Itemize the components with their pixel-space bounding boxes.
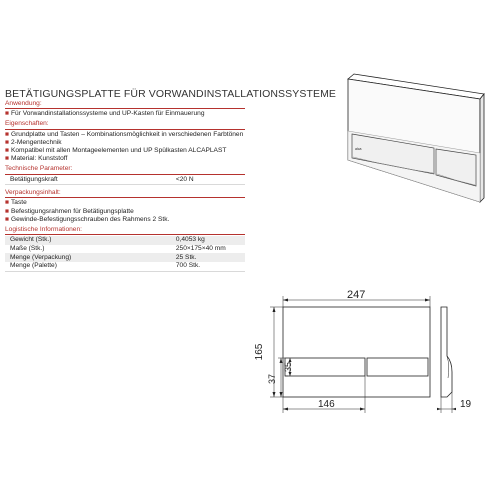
side-view-drawing (437, 307, 456, 413)
bullet-icon: ■ (5, 215, 9, 223)
bullet-icon: ■ (5, 130, 9, 138)
list-item: ■ Befestigungsrahmen für Betätigungsplatte (5, 207, 134, 215)
table-row: Menge (Palette) 700 Stk. (5, 262, 245, 272)
bullet-icon: ■ (5, 207, 9, 215)
list-item: ■ Grundplatte und Tasten – Kombinationsmöglichkeit in verschiedenen Farbtönen (5, 130, 244, 138)
bullet-icon: ■ (5, 147, 9, 155)
brand-logo-mark: alca (355, 147, 362, 151)
dimension-button-width-label: 146 (318, 399, 335, 410)
section-heading-anwendung: Anwendung: (5, 100, 42, 107)
section-heading-logistische-informationen: Logistische Informationen: (5, 226, 82, 234)
list-item: ■ Material: Kunststoff (5, 155, 68, 163)
section-heading-verpackungsinhalt: Verpackungsinhalt: (5, 189, 61, 197)
bullet-icon: ■ (5, 155, 9, 163)
product-perspective-illustration (348, 74, 484, 202)
table-row: Maße (Stk.) 250×175×40 mm (10, 245, 226, 253)
section-heading-eigenschaften: Eigenschaften: (5, 120, 49, 128)
dimension-button-offset-label: 37 (267, 373, 277, 385)
dimension-depth-label: 19 (460, 399, 472, 410)
list-item: ■ 2-Mengentechnik (5, 138, 62, 146)
section-heading-technische-parameter: Technische Parameter: (5, 165, 73, 173)
table-row: Menge (Verpackung) 25 Stk. (5, 253, 245, 262)
dimension-width-label: 247 (347, 289, 366, 301)
table-row: Gewicht (Stk.) 0,4053 kg (5, 236, 245, 245)
list-item: ■ Taste (5, 199, 27, 207)
list-item: ■ Kompatibel mit allen Montageelementen und UP Spülkasten ALCAPLAST (5, 147, 227, 155)
bullet-icon: ■ (5, 199, 9, 207)
dimension-button-height-label: 35 (283, 361, 293, 373)
table-row: Betätigungskraft <20 N (5, 176, 245, 186)
bullet-icon: ■ (5, 110, 9, 118)
list-item: ■ Gewinde-Befestigungsschrauben des Rahmens 2 Stk. (5, 215, 170, 223)
dimension-height-label: 165 (254, 343, 265, 361)
page-title: BETÄTIGUNGSPLATTE FÜR VORWANDINSTALLATIONSSYSTEME (5, 88, 337, 100)
front-view-drawing (270, 296, 430, 413)
list-item: ■ Für Vorwandinstallationssysteme und UP-Kasten für Einmauerung (5, 110, 205, 118)
bullet-icon: ■ (5, 138, 9, 146)
